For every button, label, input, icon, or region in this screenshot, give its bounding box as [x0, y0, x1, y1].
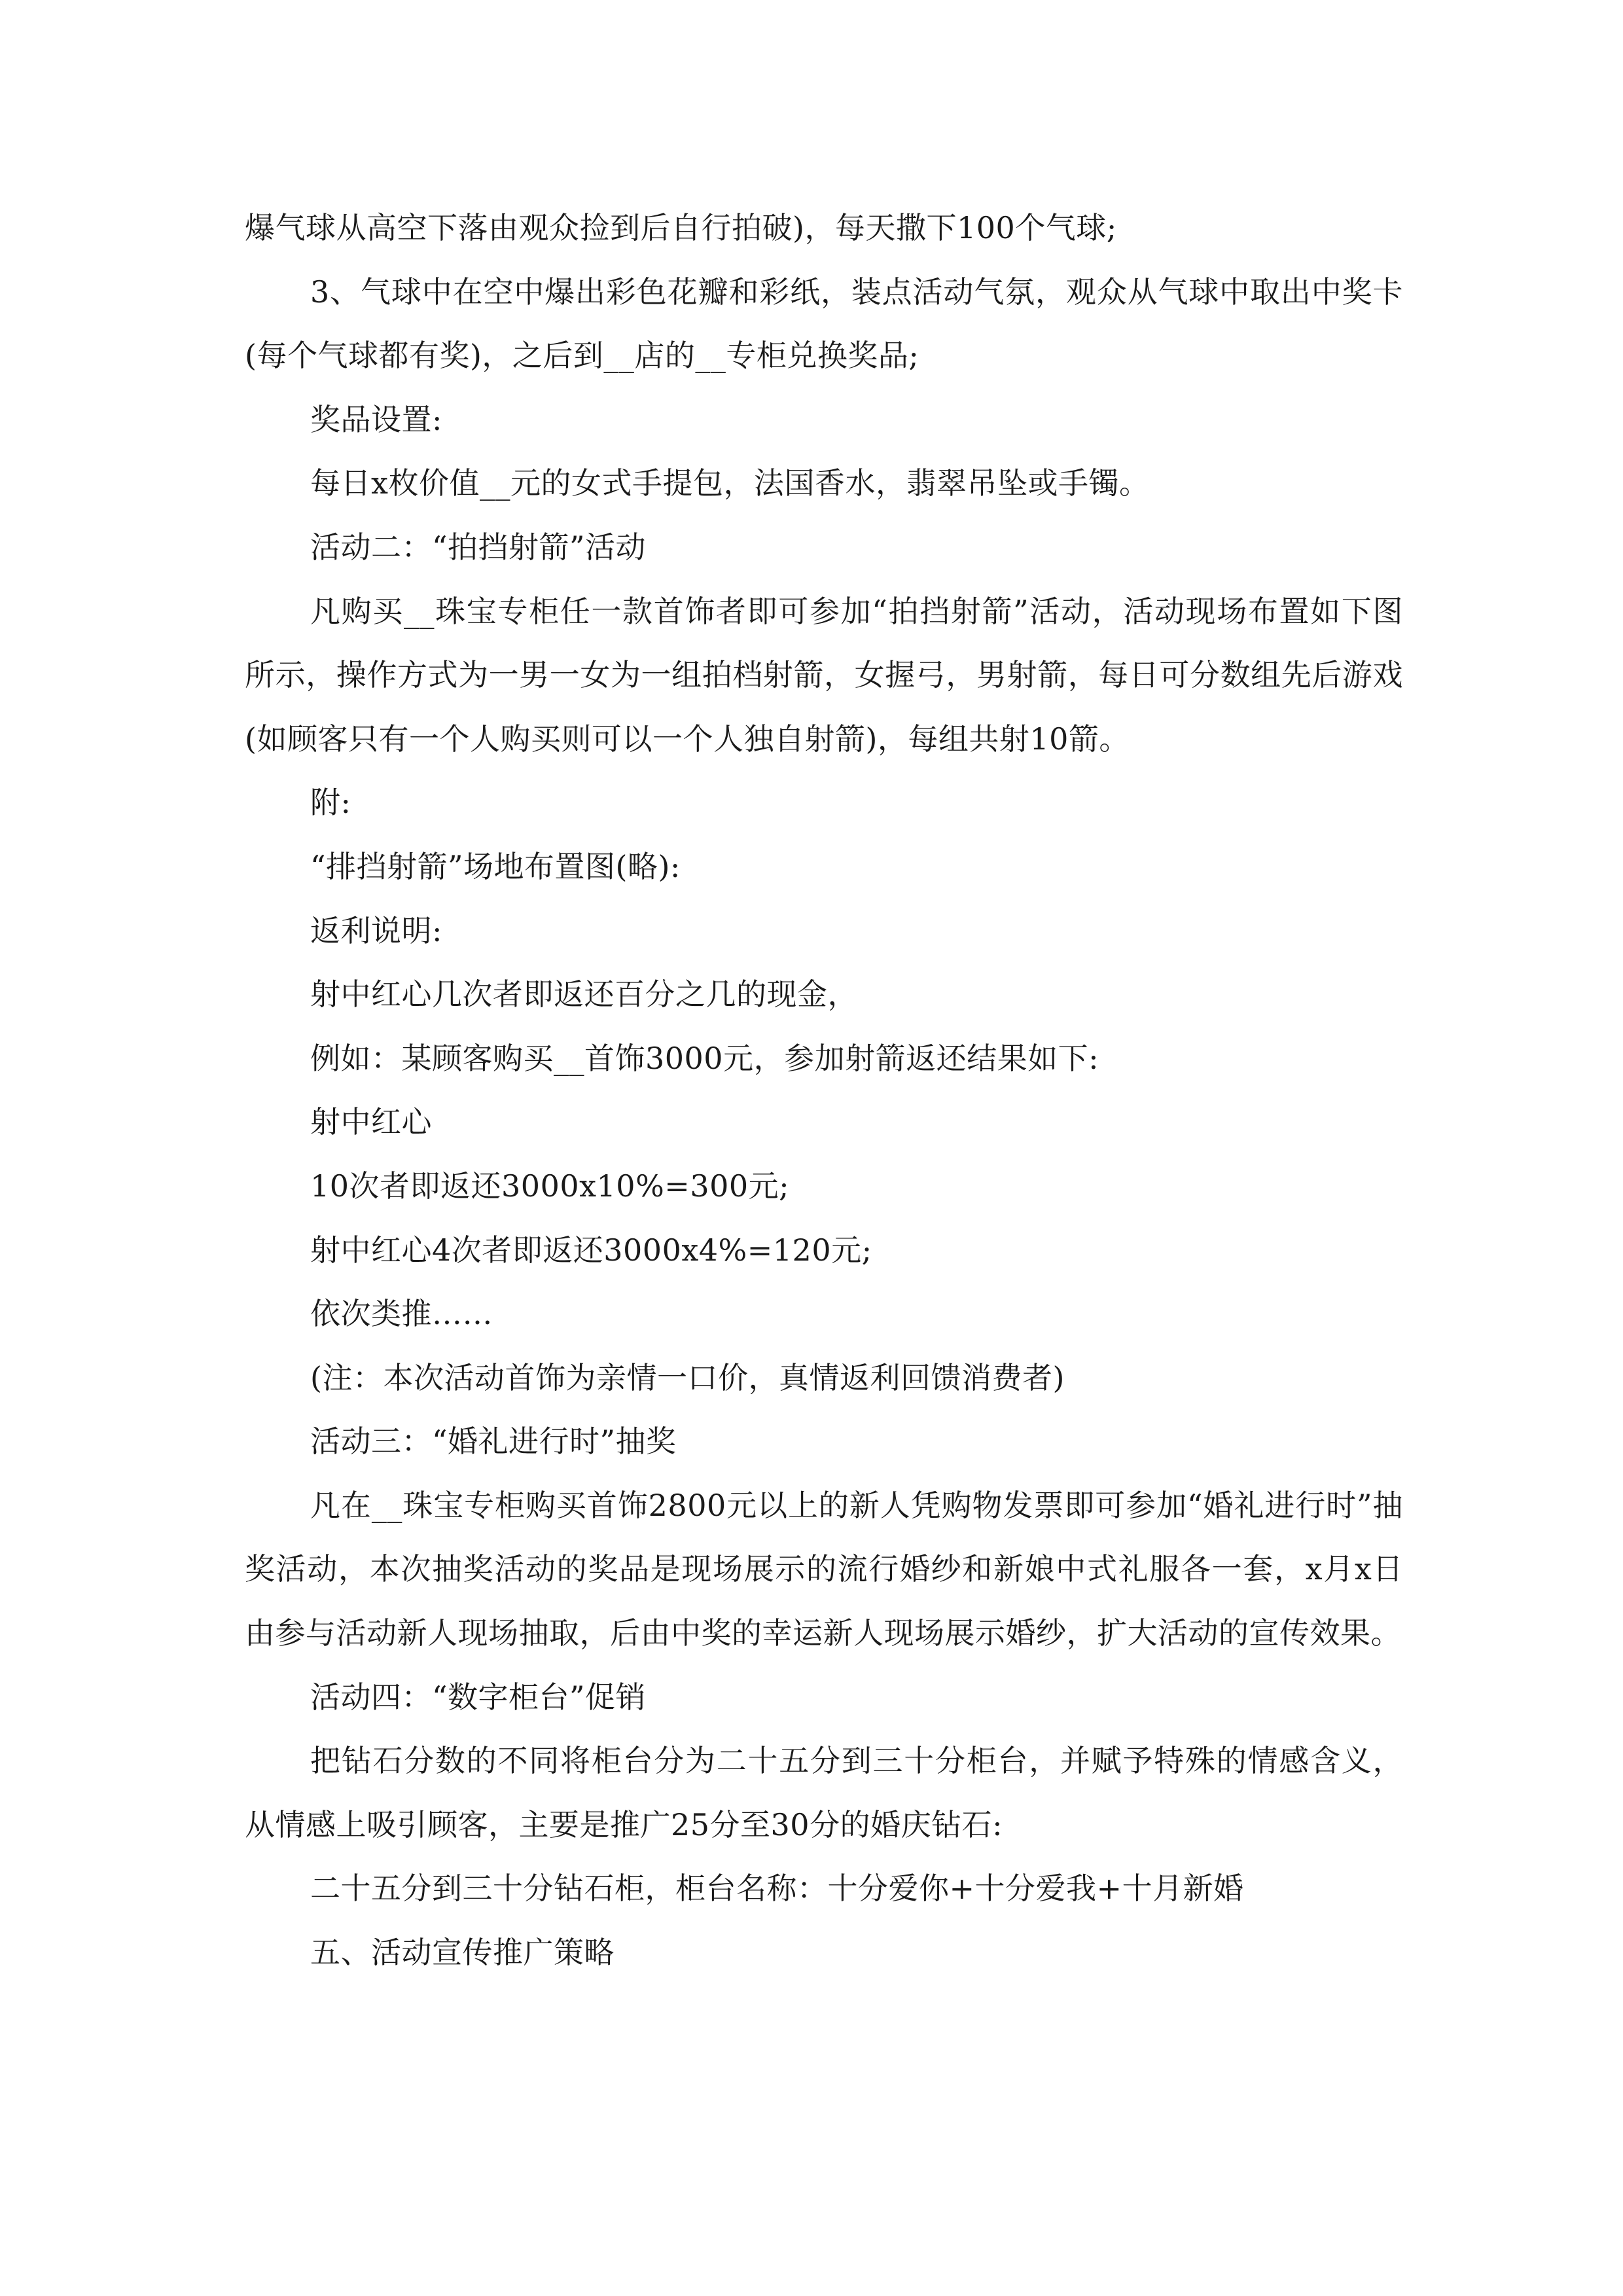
paragraph: 射中红心几次者即返还百分之几的现金，	[310, 977, 858, 1013]
paragraph: 依次类推……	[310, 1296, 493, 1332]
paragraph: 凡在__珠宝专柜购买首饰2800元以上的新人凭购物发票即可参加“婚礼进行时”抽奖活动，本次抽奖活动的奖品是现场展示的流行婚纱和新娘中式礼服各一套，x月x日由参与活动新人现场抽取，后由中奖的幸运新人现场展示婚纱，扩大活动的宣传效果。	[245, 1487, 1403, 1651]
paragraph: 例如：某顾客购买__首饰3000元，参加射箭返还结果如下:	[310, 1040, 1099, 1076]
paragraph: 把钻石分数的不同将柜台分为二十五分到三十分柜台，并赋予特殊的情感含义，从情感上吸引顾客，主要是推广25分至30分的婚庆钻石:	[245, 1743, 1403, 1842]
paragraph: 每日x枚价值__元的女式手提包，法国香水，翡翠吊坠或手镯。	[310, 465, 1150, 501]
activity-four-heading: 活动四：“数字柜台”促销	[310, 1679, 647, 1715]
section-label-prize-settings: 奖品设置:	[310, 401, 442, 437]
layout-diagram-note: “排挡射箭”场地布置图(略):	[310, 848, 681, 884]
rebate-heading: 返利说明:	[310, 912, 442, 948]
paragraph: 凡购买__珠宝专柜任一款首饰者即可参加“拍挡射箭”活动，活动现场布置如下图所示，操作方式为一男一女为一组拍档射箭，女握弓，男射箭，每日可分数组先后游戏(如顾客只有一个人购买则可以一个人独自射箭)，每组共射10箭。	[245, 593, 1403, 757]
paragraph: 爆气球从高空下落由观众捡到后自行拍破)，每天撒下100个气球;	[245, 210, 1117, 245]
appendix-label: 附:	[310, 785, 351, 821]
activity-three-heading: 活动三：“婚礼进行时”抽奖	[310, 1424, 677, 1460]
activity-two-heading: 活动二：“拍挡射箭”活动	[310, 529, 647, 565]
paragraph: 射中红心	[310, 1104, 432, 1140]
document-body	[245, 196, 1403, 1985]
paragraph: 3、气球中在空中爆出彩色花瓣和彩纸，装点活动气氛，观众从气球中取出中奖卡(每个气球都有奖)，之后到__店的__专柜兑换奖品;	[245, 274, 1403, 374]
note-paragraph: (注：本次活动首饰为亲情一口价，真情返利回馈消费者)	[310, 1359, 1065, 1395]
paragraph: 二十五分到三十分钻石柜，柜台名称：十分爱你+十分爱我+十月新婚	[310, 1871, 1244, 1907]
paragraph: 射中红心4次者即返还3000x4%=120元;	[310, 1232, 872, 1268]
paragraph: 10次者即返还3000x10%=300元;	[310, 1168, 790, 1204]
section-five-heading: 五、活动宣传推广策略	[310, 1935, 615, 1971]
